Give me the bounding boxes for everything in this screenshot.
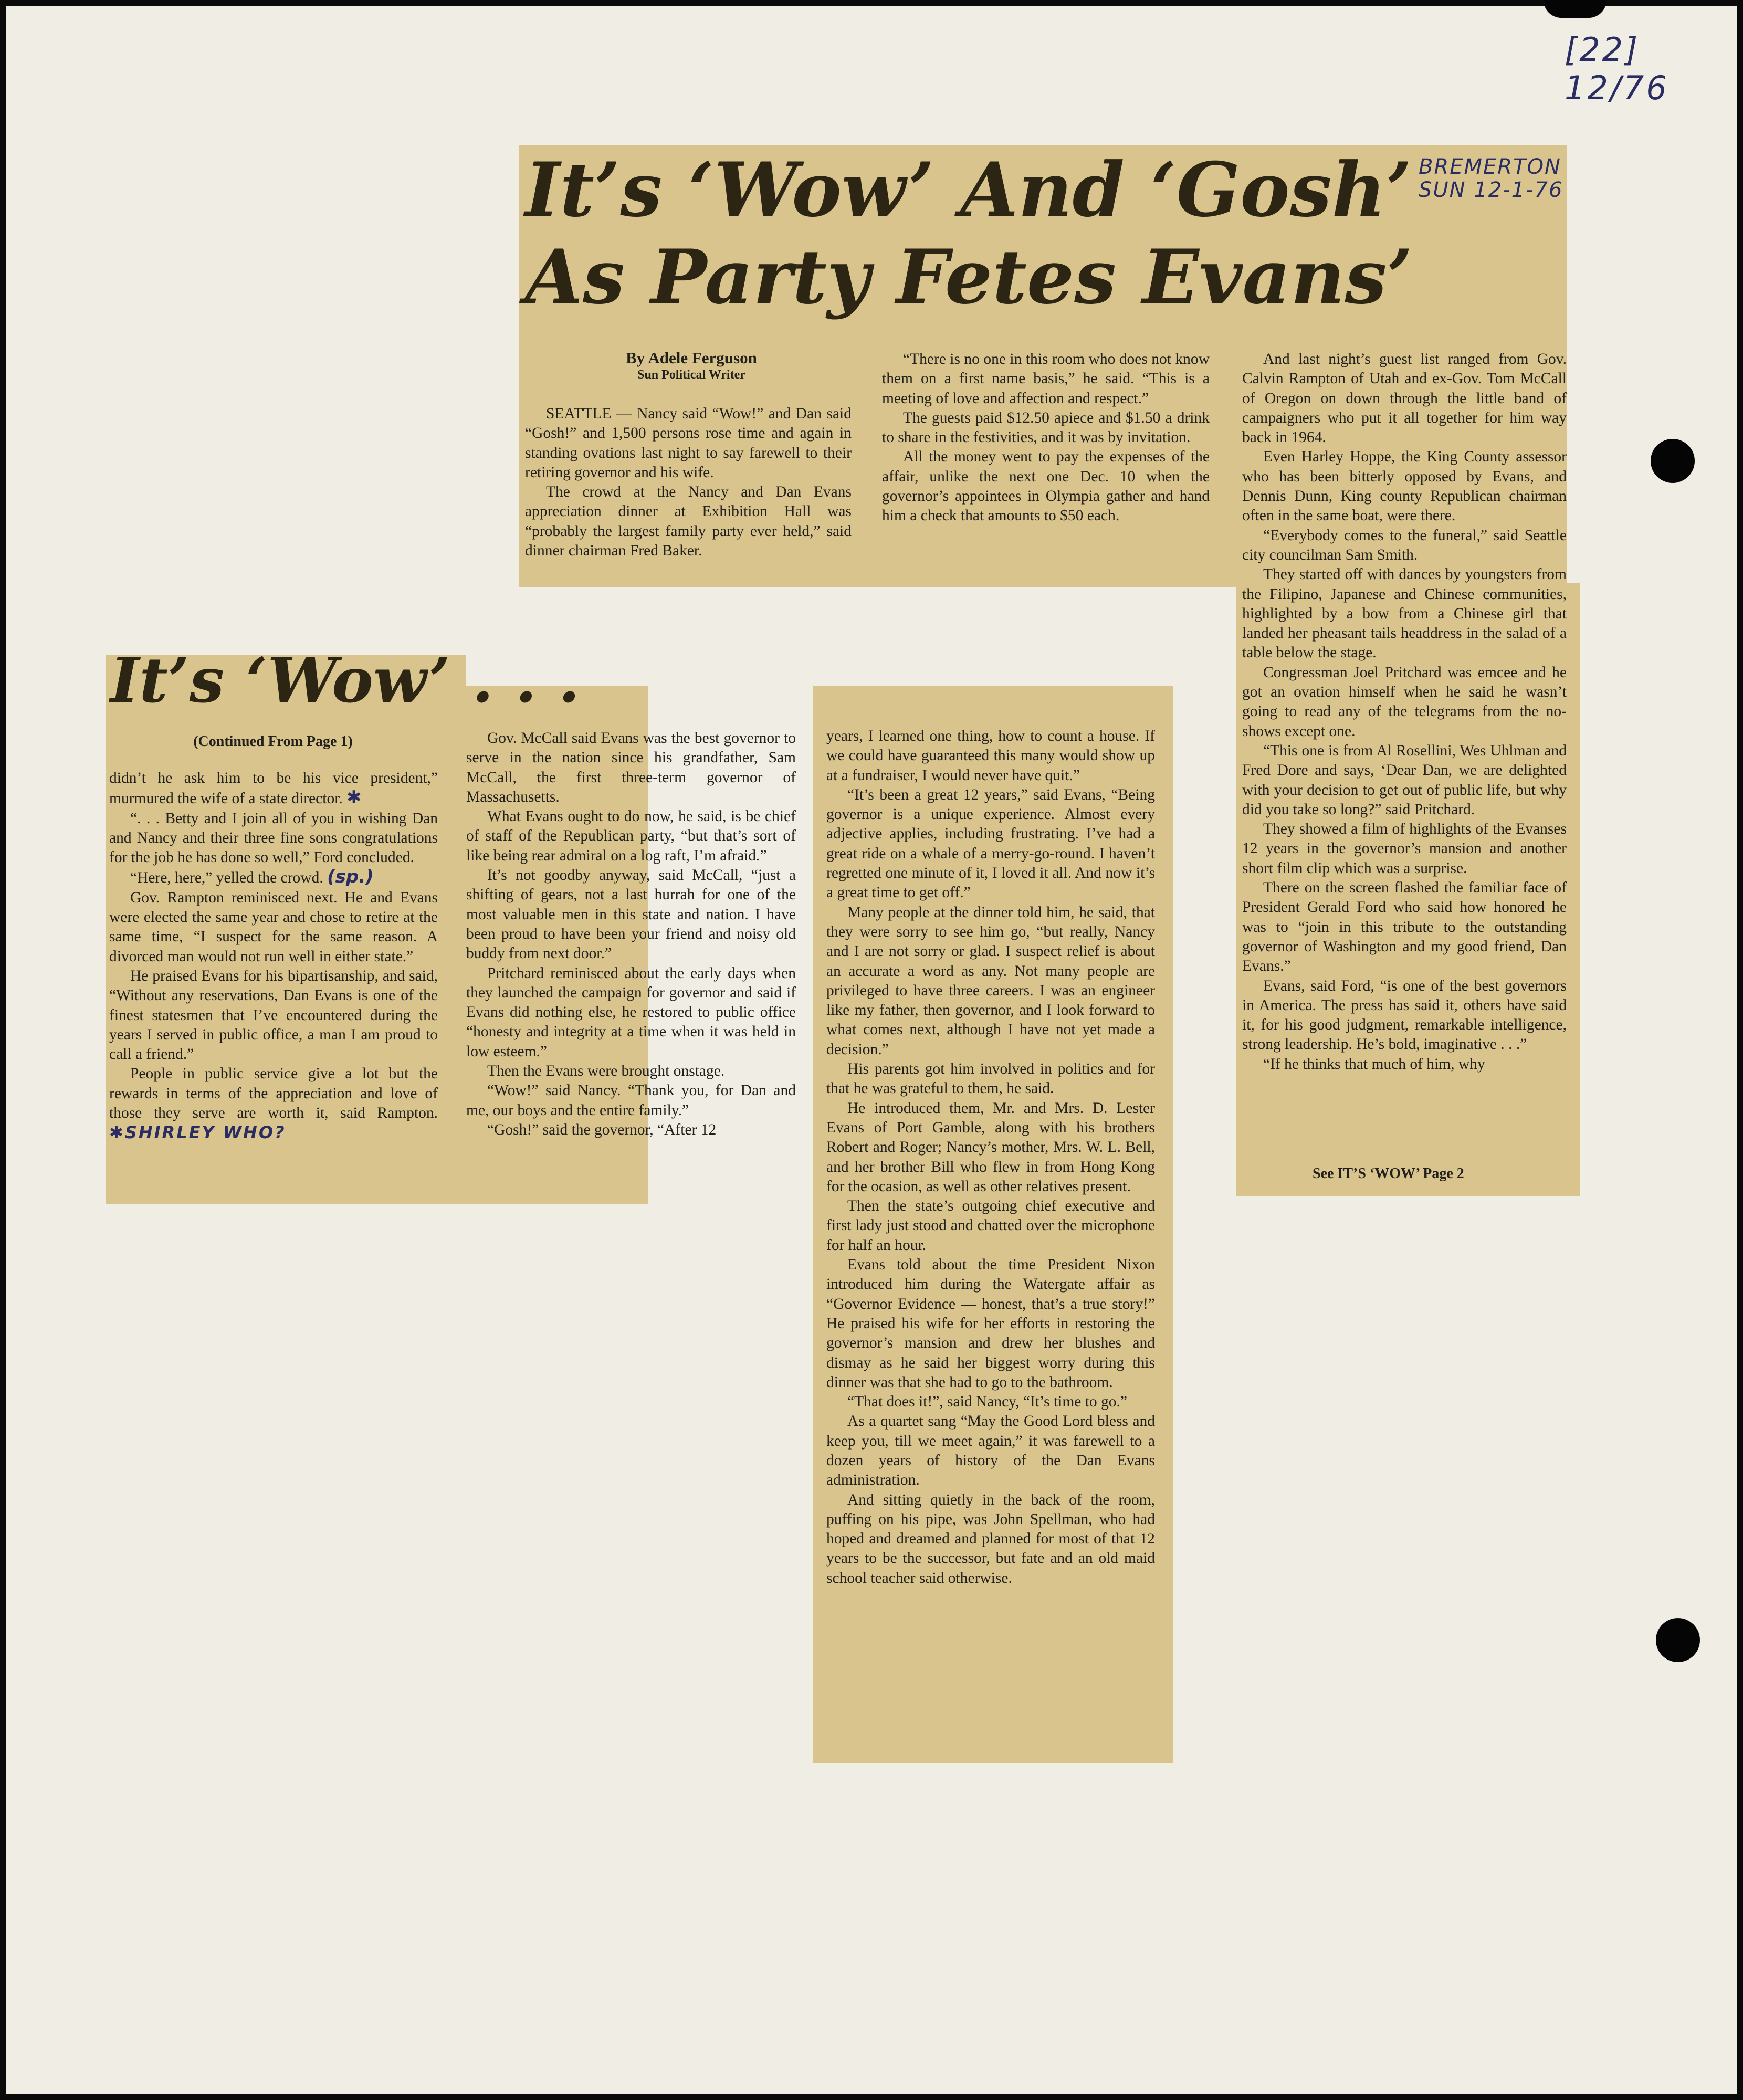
paragraph: Congressman Joel Pritchard was emcee and he got an ovation himself when he said he wasn’t going to read any of the telegrams from the no-shows except one. <box>1242 664 1567 740</box>
source-note-line2: SUN 12-1-76 <box>1419 178 1563 202</box>
cont-column-1 <box>109 769 438 1144</box>
paragraph: He praised Evans for his bipartisanship, and said, “Without any reservations, Dan Evans is one of the finest statesmen that I’ve encountered during the years I served in public office, a man I am proud to call a friend.” <box>109 967 438 1063</box>
shirley-annotation: ✱SHIRLEY WHO? <box>109 1122 286 1143</box>
paragraph: Gov. McCall said Evans was the best governor to serve in the nation since his grandfather, Sam McCall, the first three-term governor of Massachusetts. <box>466 730 796 805</box>
binder-hole-bottom <box>1656 1618 1700 1662</box>
paragraph: “It’s been a great 12 years,” said Evans, “Being governor is a unique experience. Almost every adjective applies, including frustrating. I’ve had a great ride on a whale of a merry-go-round. I haven’t regretted one minute of it, I loved it all. And now it’s a great time to get off.” <box>826 786 1155 901</box>
lead-column-2 <box>882 350 1210 526</box>
paragraph: “Wow!” said Nancy. “Thank you, for Dan and me, our boys and the entire family.” <box>466 1082 796 1119</box>
paragraph: Evans told about the time President Nixon introduced him during the Watergate affair as “Governor Evidence — honest, that’s a true story!” He praised his wife for her efforts in restoring the governor’s mansion and drew her blushes and dismay as he said her biggest worry during this dinner was that she had to go to the bathroom. <box>826 1256 1155 1391</box>
byline-title: Sun Political Writer <box>637 368 746 382</box>
page-note: [22] 12/76 <box>1564 30 1669 107</box>
paragraph: What Evans ought to do now, he said, is be chief of staff of the Republican party, “but that’s sort of like being rear admiral on a log raft, I’m afraid.” <box>466 808 796 864</box>
headline-line2: As Party Fetes Evans’ <box>525 234 1413 321</box>
paragraph: “That does it!”, said Nancy, “It’s time to go.” <box>847 1393 1128 1411</box>
paragraph: As a quartet sang “May the Good Lord bless and keep you, till we meet again,” it was farewell to a dozen years of history of the Dan Evans administration. <box>826 1413 1155 1489</box>
headline-line1: It’s ‘Wow’ And ‘Gosh’ <box>525 146 1412 234</box>
paragraph: All the money went to pay the expenses of the affair, unlike the next one Dec. 10 when the governor’s appointees in Olympia gather and hand him a check that amounts to $50 each. <box>882 448 1210 524</box>
paragraph-text: didn’t he ask him to be his vice president,” murmured the wife of a state director. <box>109 770 438 807</box>
star-annotation: ✱ <box>346 787 362 808</box>
binder-tab <box>1544 0 1606 18</box>
paragraph: He introduced them, Mr. and Mrs. D. Lester Evans of Port Gamble, along with his brothers Robert and Roger; Nancy’s mother, Mrs. W. L. Bell, and her brother Bill who flew in from Hong Kong for the ocasion, as well as other relatives present. <box>826 1099 1155 1195</box>
paragraph <box>109 769 438 809</box>
see-more-jump: See IT’S ‘WOW’ Page 2 <box>1312 1166 1464 1182</box>
paragraph-text: “Here, here,” yelled the crowd. <box>130 869 323 887</box>
paragraph-text: People in public service give a lot but the rewards in terms of the appreciation and love of those they serve are worth it, said Rampton. <box>109 1065 438 1122</box>
binder-hole-top <box>1651 439 1695 483</box>
paragraph: Pritchard reminisced about the early days when they launched the campaign for governor and said if Evans did nothing else, he restored to public office “honesty and integrity at a time when it was held in low esteem.” <box>466 964 796 1060</box>
paragraph: They started off with dances by youngsters from the Filipino, Japanese and Chinese communities, highlighted by a bow from a Chinese girl that landed her pheasant tails headdress in the salad of a table below the stage. <box>1242 566 1567 662</box>
paragraph <box>109 1064 438 1143</box>
source-note <box>1419 155 1563 202</box>
paragraph: And sitting quietly in the back of the room, puffing on his pipe, was John Spellman, who had hoped and dreamed and planned for most of that 12 years to be the successor, but fate and an old maid school teacher said otherwise. <box>826 1491 1155 1587</box>
byline-name: By Adele Ferguson <box>626 349 757 367</box>
paragraph: It’s not goodby anyway, said McCall, “just a shifting of gears, not a last hurrah for one of the most valuable men in this state and nation. I have been proud to have been your friend and noisy old buddy from next door.” <box>466 867 796 962</box>
cont-column-3 <box>826 727 1155 1588</box>
paragraph: “Everybody comes to the funeral,” said Seattle city councilman Sam Smith. <box>1242 527 1567 563</box>
paragraph: Then the Evans were brought onstage. <box>487 1063 725 1080</box>
sp-annotation: (sp.) <box>327 866 374 888</box>
paragraph: “Gosh!” said the governor, “After 12 <box>487 1121 717 1138</box>
paragraph: And last night’s guest list ranged from Gov. Calvin Rampton of Utah and ex-Gov. Tom McCall of Oregon on down through the little band of campaigners who put it all together for him way back in 1964. <box>1242 351 1567 446</box>
source-note-line1: BREMERTON <box>1419 155 1561 179</box>
paragraph: Even Harley Hoppe, the King County assessor who has been bitterly opposed by Evans, and Dennis Dunn, King county Republican chairman often in the same boat, were there. <box>1242 448 1567 524</box>
paragraph: “There is no one in this room who does not know them on a first name basis,” he said. “This is a meeting of love and affection and respect.” <box>882 351 1210 407</box>
paragraph: Evans, said Ford, “is one of the best governors in America. The press has said it, others have said it, for his good judgment, remarkable intelligence, strong leadership. He’s bold, imaginative . . .” <box>1242 977 1567 1053</box>
paragraph: “If he thinks that much of him, why <box>1263 1055 1485 1073</box>
paragraph: SEATTLE — Nancy said “Wow!” and Dan said “Gosh!” and 1,500 persons rose time and again in standing ovations last night to say farewell to their retiring governor and his wife. <box>525 405 852 481</box>
paragraph: They showed a film of highlights of the Evanses 12 years in the governor’s mansion and another short film clip which was a surprise. <box>1242 821 1567 877</box>
paragraph <box>109 867 438 888</box>
paragraph: Many people at the dinner told him, he said, that they were sorry to see him go, “but really, Nancy and I are not sorry or glad. I suspect relief is about an accurate a word as any. Not many people are privileged to have three careers. I was an engineer like my father, then governor, and I look forward to what comes next, although I have not yet made a decision.” <box>826 904 1155 1058</box>
paragraph: The guests paid $12.50 apiece and $1.50 a drink to share in the festivities, and it was by invitation. <box>882 409 1210 446</box>
paragraph: “This one is from Al Rosellini, Wes Uhlman and Fred Dore and says, ‘Dear Dan, we are delighted with your decision to get out of public life, but why did you take so long?” said Pritchard. <box>1242 742 1567 818</box>
cont-column-2 <box>466 729 796 1140</box>
paragraph: Gov. Rampton reminisced next. He and Evans were elected the same year and chose to retire at the same time, “I suspect for the same reason. A divorced man would not run well in either state.” <box>109 889 438 965</box>
paragraph: years, I learned one thing, how to count a house. If we could have guaranteed this many would show up at a fundraiser, I would never have quit.” <box>826 728 1155 784</box>
continued-from-label: (Continued From Page 1) <box>193 733 353 750</box>
paragraph: “. . . Betty and I join all of you in wishing Dan and Nancy and their three fine sons congratulations for the job he has done so well,” Ford concluded. <box>109 810 438 866</box>
paragraph: The crowd at the Nancy and Dan Evans appreciation dinner at Exhibition Hall was “probably the largest family party ever held,” said dinner chairman Fred Baker. <box>525 484 852 560</box>
paragraph: Then the state’s outgoing chief executive and first lady just stood and chatted over the microphone for half an hour. <box>826 1198 1155 1254</box>
lead-column-3 <box>1242 350 1567 1074</box>
cont-headline: It’s ‘Wow’ . . . <box>110 644 580 717</box>
paragraph: His parents got him involved in politics and for that he was grateful to them, he said. <box>826 1060 1155 1097</box>
byline <box>531 349 852 382</box>
paragraph: There on the screen flashed the familiar face of President Gerald Ford who said how honored he was to “join in this tribute to the outstanding governor of Washington and my good friend, Dan Evans.” <box>1242 879 1567 975</box>
lead-column-1 <box>525 404 852 561</box>
